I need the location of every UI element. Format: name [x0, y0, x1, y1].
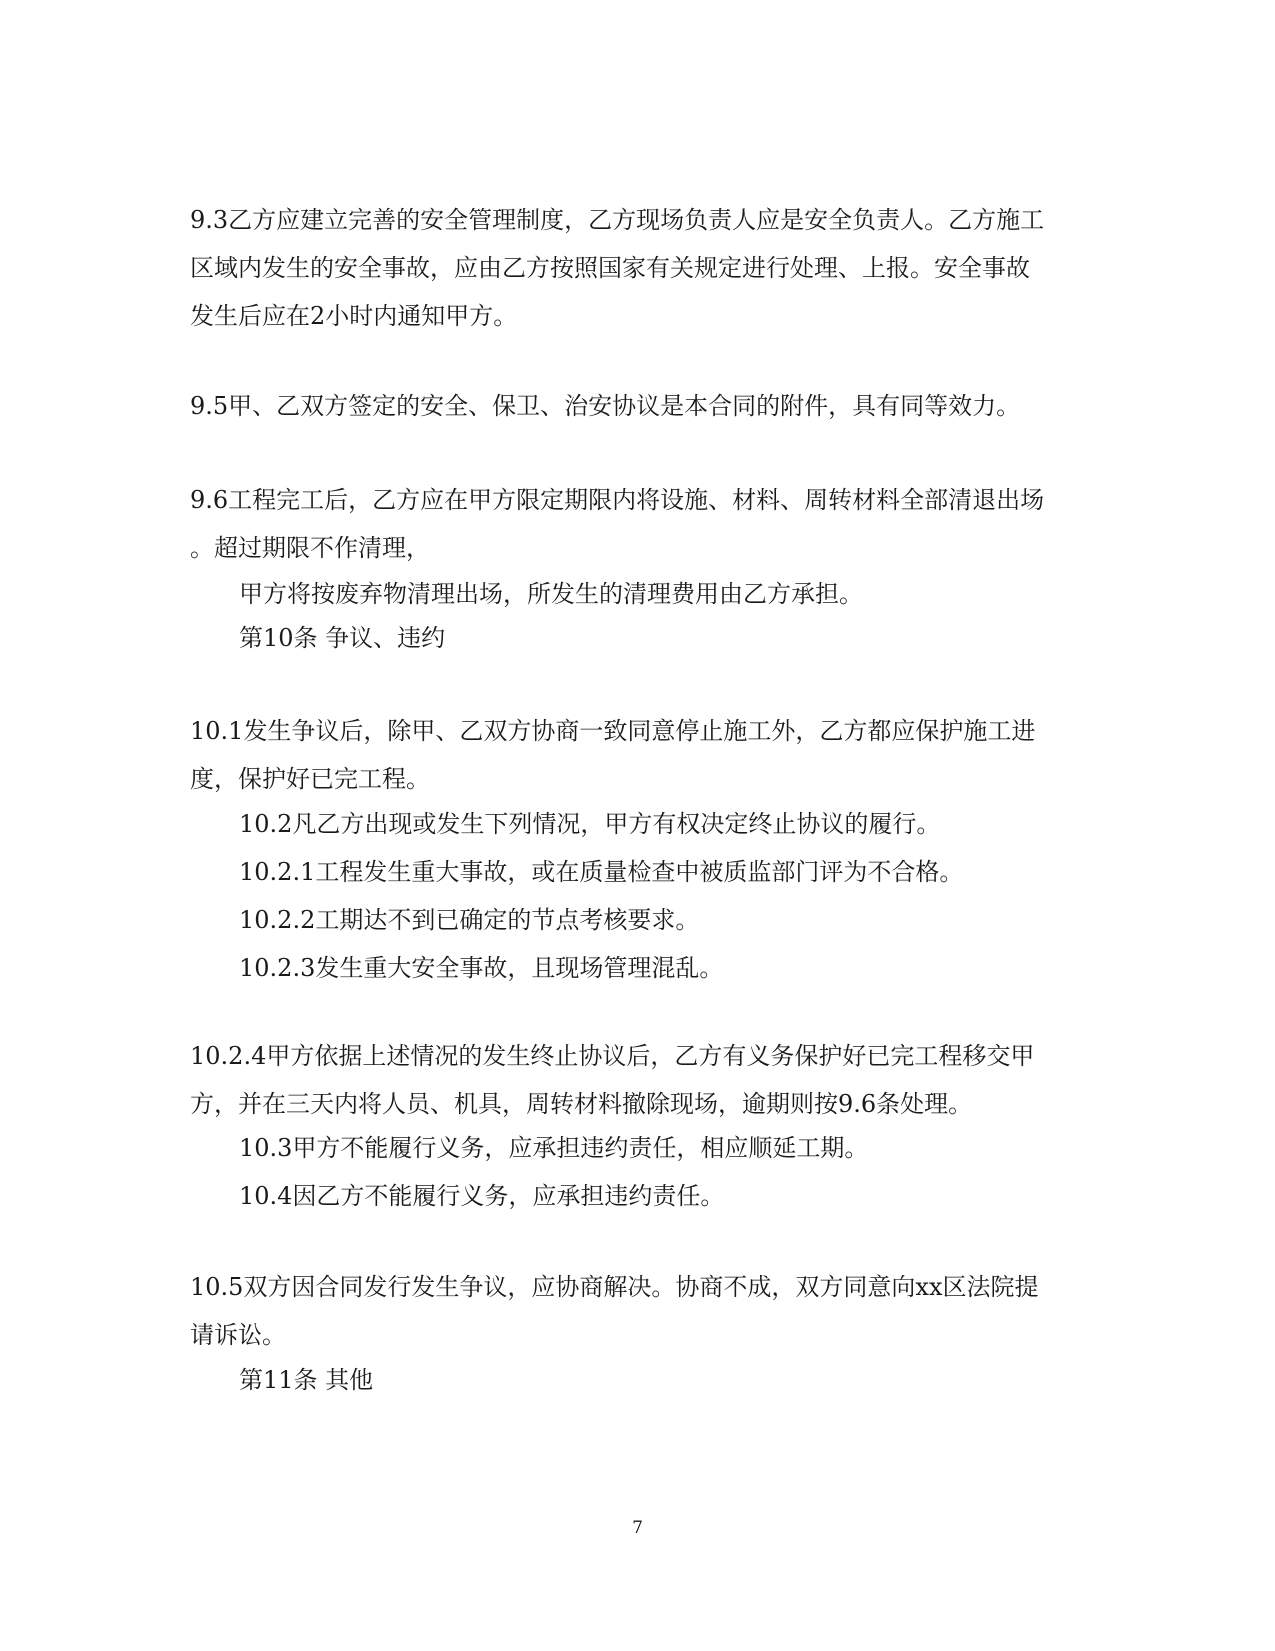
- text-line: 9.3乙方应建立完善的安全管理制度，乙方现场负责人应是安全负责人。乙方施工: [190, 206, 1045, 234]
- text-line: 。超过期限不作清理，: [190, 534, 430, 562]
- paragraph-9-5: [190, 382, 1070, 430]
- paragraph-10-2: [190, 800, 1119, 992]
- paragraph-9-6: [190, 476, 1070, 572]
- text-line: 9.5甲、乙双方签定的安全、保卫、治安协议是本合同的附件，具有同等效力。: [190, 392, 1021, 420]
- text-line: 发生后应在2小时内通知甲方。: [190, 302, 518, 330]
- paragraph-9-3: [190, 196, 1070, 340]
- text-line: 10.2.3发生重大安全事故，且现场管理混乱。: [239, 954, 724, 982]
- text-line: 请诉讼。: [190, 1321, 286, 1349]
- page-number: 7: [632, 1518, 643, 1538]
- text-line: 度，保护好已完工程。: [190, 765, 430, 793]
- text-line: 10.4因乙方不能履行义务，应承担违约责任。: [239, 1182, 725, 1210]
- paragraph-10-5: [190, 1263, 1070, 1359]
- text-line: 10.5双方因合同发行发生争议，应协商解决。协商不成，双方同意向xx区法院提: [190, 1273, 1039, 1301]
- paragraph-10-3-10-4: [190, 1124, 1119, 1220]
- paragraph-10-2-4: [190, 1032, 1070, 1128]
- text-line: 区域内发生的安全事故，应由乙方按照国家有关规定进行处理、上报。安全事故: [190, 254, 1030, 282]
- text-line: 第11条 其他: [239, 1366, 374, 1394]
- text-line: 10.1发生争议后，除甲、乙双方协商一致同意停止施工外，乙方都应保护施工进: [190, 717, 1036, 745]
- section-heading-11: [190, 1356, 1119, 1404]
- text-line: 10.2凡乙方出现或发生下列情况，甲方有权决定终止协议的履行。: [239, 810, 941, 838]
- text-line: 第10条 争议、违约: [239, 624, 446, 652]
- text-line: 9.6工程完工后，乙方应在甲方限定期限内将设施、材料、周转材料全部清退出场: [190, 486, 1045, 514]
- text-line: 10.2.2工期达不到已确定的节点考核要求。: [239, 906, 700, 934]
- text-line: 10.2.4甲方依据上述情况的发生终止协议后，乙方有义务保护好已完工程移交甲: [190, 1042, 1035, 1070]
- text-line: 10.3甲方不能履行义务，应承担违约责任，相应顺延工期。: [239, 1134, 869, 1162]
- text-line: 方，并在三天内将人员、机具，周转材料撤除现场，逾期则按9.6条处理。: [190, 1090, 973, 1118]
- section-heading-10: [190, 614, 1119, 662]
- text-line: 10.2.1工程发生重大事故，或在质量检查中被质监部门评为不合格。: [239, 858, 964, 886]
- text-line: 甲方将按废弃物清理出场，所发生的清理费用由乙方承担。: [239, 580, 863, 608]
- paragraph-10-1: [190, 707, 1070, 803]
- paragraph-9-6-continued: [190, 570, 1119, 618]
